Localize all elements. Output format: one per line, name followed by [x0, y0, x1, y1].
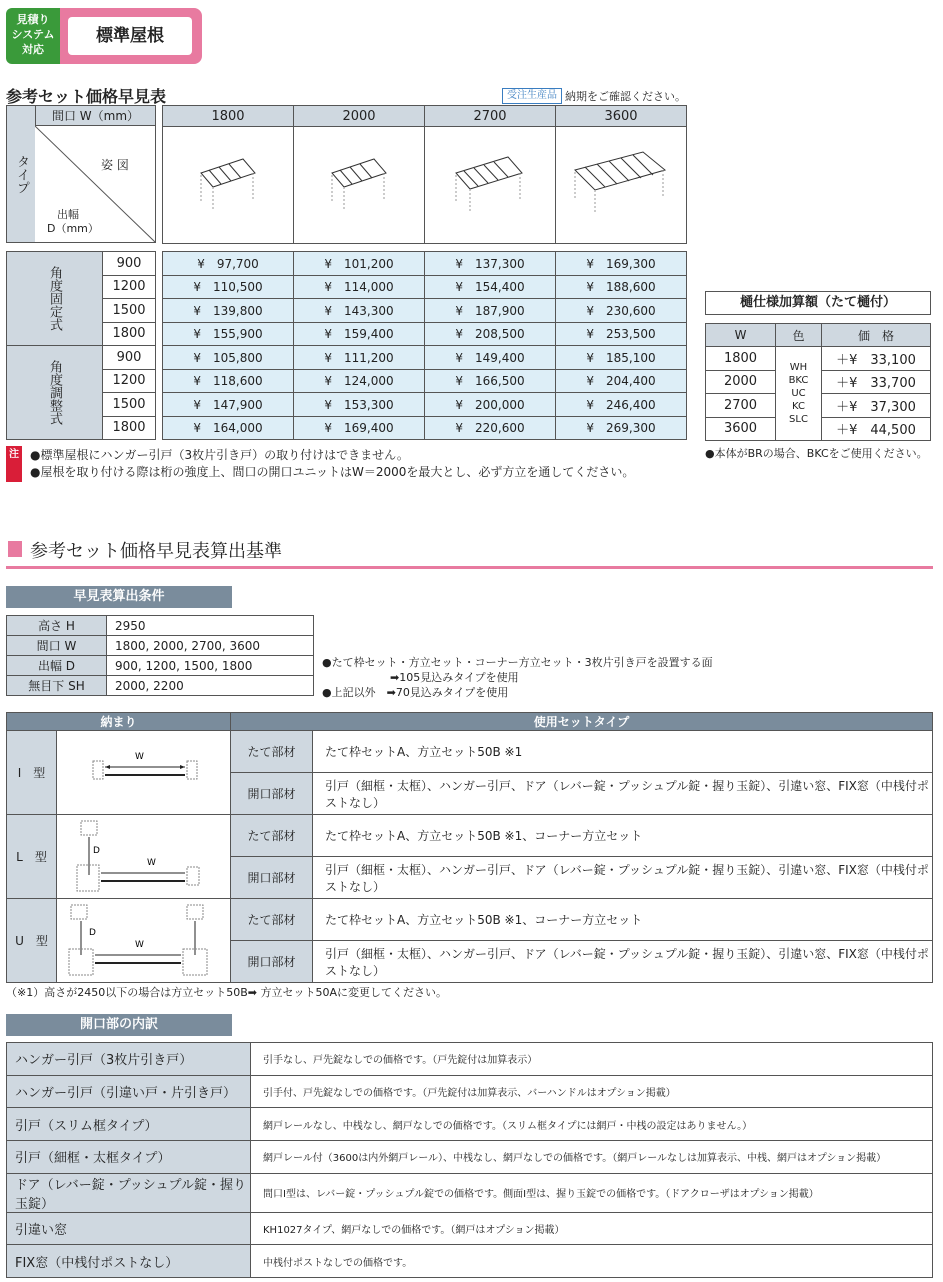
color-code: KC: [792, 401, 805, 412]
tate-value: たて枠セットA、方立セット50B ※1、コーナー方立セット: [313, 815, 933, 857]
kai-value: 引戸（細框・太框）、ハンガー引戸、ドア（レバー錠・プッシュプル錠・握り玉錠）、引違い窓、FIX窓（中桟付ポストなし）: [313, 773, 933, 815]
price-cell: ¥ 101,200: [294, 252, 425, 276]
price-cell: ¥ 110,500: [163, 275, 294, 299]
breakdown-key: ドア（レバー錠・プッシュプル錠・握り玉錠）: [7, 1173, 251, 1212]
price-cell: ¥ 269,300: [556, 416, 687, 440]
price-cell: ¥ 246,400: [556, 393, 687, 417]
badge-line: 見積り: [16, 13, 50, 26]
gutter-header: 価 格: [822, 324, 931, 347]
breakdown-row: [7, 1212, 933, 1245]
width-2000: 2000: [294, 106, 425, 127]
gutter-price: ＋¥ 33,700: [822, 370, 931, 394]
type-i-diagram: [57, 731, 231, 815]
price-cell: ¥ 204,400: [556, 369, 687, 393]
price-cell: ¥ 155,900: [163, 322, 294, 346]
kai-label: 開口部材: [231, 941, 313, 983]
price-row: [163, 416, 687, 440]
section2-title: 参考セット価格早見表算出基準: [30, 541, 282, 562]
gutter-w: 2000: [706, 370, 776, 394]
breakdown-value: KH1027タイプ、網戸なしでの価格です。（網戸はオプション掲載）: [251, 1212, 933, 1245]
roof-badge: [60, 8, 202, 64]
gutter-price: ＋¥ 37,300: [822, 394, 931, 418]
price-cell: ¥ 188,600: [556, 275, 687, 299]
gutter-header: W: [706, 324, 776, 347]
price-cell: ¥ 154,400: [425, 275, 556, 299]
depth-value: 900: [103, 346, 156, 370]
price-cell: ¥ 143,300: [294, 299, 425, 323]
order-tag: 受注生産品: [502, 88, 562, 104]
cond-key: 高さ H: [7, 616, 107, 636]
breakdown-row: [7, 1043, 933, 1076]
color-code: UC: [791, 388, 806, 399]
price-cell: ¥ 230,600: [556, 299, 687, 323]
tate-label: たて部材: [231, 815, 313, 857]
tate-value: たて枠セットA、方立セット50B ※1: [313, 731, 933, 773]
color-code: WH: [789, 362, 808, 373]
product-image: [425, 127, 556, 244]
breakdown-row: [7, 1108, 933, 1141]
product-image: [556, 127, 687, 244]
depth-label: 出幅: [57, 208, 79, 221]
svg-text:D: D: [93, 846, 100, 856]
price-row: [163, 252, 687, 276]
type-l-diagram: [57, 815, 231, 899]
conditions-side: [322, 655, 713, 700]
price-cell: ¥ 185,100: [556, 346, 687, 370]
depth-column: [6, 251, 156, 440]
badge-line: 対応: [22, 43, 44, 56]
price-cell: ¥ 220,600: [425, 416, 556, 440]
note-line: ●屋根を取り付ける際は桁の強度上、間口の開口ユニットはW＝2000を最大とし、必ず方立を通してください。: [30, 465, 635, 479]
cond-value: 1800, 2000, 2700, 3600: [107, 636, 314, 656]
price-cell: ¥ 139,800: [163, 299, 294, 323]
color-code: BKC: [788, 375, 809, 386]
width-3600: 3600: [556, 106, 687, 127]
price-row: [163, 322, 687, 346]
price-cell: ¥ 124,000: [294, 369, 425, 393]
type-header-cell: [6, 105, 156, 243]
depth-unit: D（mm）: [47, 222, 99, 235]
breakdown-value: 中桟付ポストなしでの価格です。: [251, 1245, 933, 1278]
price-row: [163, 369, 687, 393]
price-cell: ¥ 137,300: [425, 252, 556, 276]
gutter-w: 2700: [706, 394, 776, 418]
note-line: ●標準屋根にハンガー引戸（3枚片引き戸）の取り付けはできません。: [30, 448, 409, 462]
svg-text:D: D: [89, 928, 96, 938]
kai-value: 引戸（細框・太框）、ハンガー引戸、ドア（レバー錠・プッシュプル錠・握り玉錠）、引違い窓、FIX窓（中桟付ポストなし）: [313, 941, 933, 983]
breakdown-key: 引戸（細框・太框タイプ）: [7, 1141, 251, 1174]
breakdown-row: [7, 1075, 933, 1108]
gutter-table: [705, 323, 931, 441]
breakdown-row: [7, 1141, 933, 1174]
type-name: L 型: [7, 815, 57, 899]
breakdown-row: [7, 1245, 933, 1278]
price-cell: ¥ 147,900: [163, 393, 294, 417]
section-marker: [8, 541, 22, 557]
gutter-title: 樋仕様加算額（たて樋付）: [705, 291, 931, 315]
tate-label: たて部材: [231, 899, 313, 941]
cond-key: 無目下 SH: [7, 676, 107, 696]
gutter-price: ＋¥ 33,100: [822, 347, 931, 371]
price-cell: ¥ 253,500: [556, 322, 687, 346]
price-row: [163, 346, 687, 370]
price-cell: ¥ 200,000: [425, 393, 556, 417]
gutter-header: 色: [776, 324, 822, 347]
type-u-diagram: [57, 899, 231, 983]
breakdown-title: 開口部の内訳: [6, 1014, 232, 1036]
roof-badge-label: 標準屋根: [68, 17, 192, 55]
price-cell: ¥ 149,400: [425, 346, 556, 370]
side-line: ●上記以外 ➡70見込みタイプを使用: [322, 686, 509, 699]
price-cell: ¥ 166,500: [425, 369, 556, 393]
width-2700: 2700: [425, 106, 556, 127]
cond-value: 2950: [107, 616, 314, 636]
product-image: [163, 127, 294, 244]
product-image: [294, 127, 425, 244]
figure-label: 姿 図: [101, 158, 129, 172]
type-label: タイプ: [7, 106, 35, 242]
price-row: [163, 299, 687, 323]
cond-value: 2000, 2200: [107, 676, 314, 696]
cond-value: 900, 1200, 1500, 1800: [107, 656, 314, 676]
price-cell: ¥ 97,700: [163, 252, 294, 276]
price-cell: ¥ 118,600: [163, 369, 294, 393]
badge-line: システム: [11, 28, 55, 41]
breakdown-row: [7, 1173, 933, 1212]
gutter-w: 1800: [706, 347, 776, 371]
kai-label: 開口部材: [231, 773, 313, 815]
gutter-colors: [776, 347, 822, 441]
system-badge: [6, 8, 60, 64]
breakdown-value: 引手付、戸先錠なしでの価格です。（戸先錠付は加算表示、バーハンドルはオプション掲載）: [251, 1075, 933, 1108]
depth-value: 1500: [103, 299, 156, 323]
price-cell: ¥ 153,300: [294, 393, 425, 417]
section-divider: [6, 566, 933, 569]
breakdown-value: 網戸レールなし、中桟なし、網戸なしでの価格です。（スリム框タイプには網戸・中桟の設定はありません。）: [251, 1108, 933, 1141]
breakdown-key: 引違い窓: [7, 1212, 251, 1245]
tate-value: たて枠セットA、方立セット50B ※1、コーナー方立セット: [313, 899, 933, 941]
order-note-text: 納期をご確認ください。: [565, 90, 686, 103]
depth-value: 1800: [103, 322, 156, 346]
cond-key: 出幅 D: [7, 656, 107, 676]
price-row: [163, 393, 687, 417]
gutter-note: ●本体がBRの場合、BKCをご使用ください。: [705, 447, 928, 460]
side-line: ➡105見込みタイプを使用: [390, 671, 519, 684]
price-cell: ¥ 105,800: [163, 346, 294, 370]
width-label: 間口 W（mm）: [35, 106, 155, 126]
gutter-price: ＋¥ 44,500: [822, 417, 931, 441]
price-cell: ¥ 169,400: [294, 416, 425, 440]
svg-text:W: W: [135, 940, 144, 950]
price-cell: ¥ 208,500: [425, 322, 556, 346]
group-label: 角度調整式: [7, 346, 103, 440]
color-code: SLC: [789, 414, 808, 425]
breakdown-value: 間口Ⅰ型は、レバー錠・プッシュプル錠での価格です。側面Ⅰ型は、握り玉錠での価格です。（ドアクローザはオプション掲載）: [251, 1173, 933, 1212]
types-table: [6, 712, 933, 983]
type-name: I 型: [7, 731, 57, 815]
price-grid: [162, 251, 687, 440]
order-note: [502, 88, 686, 104]
breakdown-key: ハンガー引戸（引違い戸・片引き戸）: [7, 1075, 251, 1108]
side-line: ●たて枠セット・方立セット・コーナー方立セット・3枚片引き戸を設置する面: [322, 656, 713, 669]
depth-value: 1500: [103, 393, 156, 417]
width-header-table: [162, 105, 687, 244]
types-header: 使用セットタイプ: [231, 713, 933, 731]
gutter-w: 3600: [706, 417, 776, 441]
price-cell: ¥ 159,400: [294, 322, 425, 346]
kai-value: 引戸（細框・太框）、ハンガー引戸、ドア（レバー錠・プッシュプル錠・握り玉錠）、引違い窓、FIX窓（中桟付ポストなし）: [313, 857, 933, 899]
notes: [30, 447, 634, 481]
tate-label: たて部材: [231, 731, 313, 773]
group-label: 角度固定式: [7, 252, 103, 346]
depth-value: 900: [103, 252, 156, 276]
svg-text:W: W: [135, 752, 144, 762]
breakdown-value: 網戸レール付（3600は内外網戸レール）、中桟なし、網戸なしでの価格です。（網戸レールなしは加算表示、中桟、網戸はオプション掲載）: [251, 1141, 933, 1174]
depth-value: 1200: [103, 369, 156, 393]
breakdown-table: [6, 1042, 933, 1278]
types-footnote: （※1）高さが2450以下の場合は方立セット50B➡ 方立セット50Aに変更してください。: [6, 986, 447, 999]
width-1800: 1800: [163, 106, 294, 127]
conditions-title: 早見表算出条件: [6, 586, 232, 608]
price-cell: ¥ 169,300: [556, 252, 687, 276]
price-cell: ¥ 187,900: [425, 299, 556, 323]
conditions-table: [6, 615, 314, 696]
section-title: 参考セット価格早見表: [6, 87, 167, 106]
breakdown-key: ハンガー引戸（3枚片引き戸）: [7, 1043, 251, 1076]
cond-key: 間口 W: [7, 636, 107, 656]
depth-value: 1200: [103, 275, 156, 299]
svg-text:W: W: [147, 858, 156, 868]
price-cell: ¥ 164,000: [163, 416, 294, 440]
types-header: 納まり: [7, 713, 231, 731]
type-name: U 型: [7, 899, 57, 983]
breakdown-value: 引手なし、戸先錠なしでの価格です。（戸先錠付は加算表示）: [251, 1043, 933, 1076]
price-row: [163, 275, 687, 299]
price-cell: ¥ 111,200: [294, 346, 425, 370]
price-cell: ¥ 114,000: [294, 275, 425, 299]
kai-label: 開口部材: [231, 857, 313, 899]
note-tag: 注: [6, 446, 22, 482]
breakdown-key: 引戸（スリム框タイプ）: [7, 1108, 251, 1141]
depth-value: 1800: [103, 416, 156, 440]
breakdown-key: FIX窓（中桟付ポストなし）: [7, 1245, 251, 1278]
